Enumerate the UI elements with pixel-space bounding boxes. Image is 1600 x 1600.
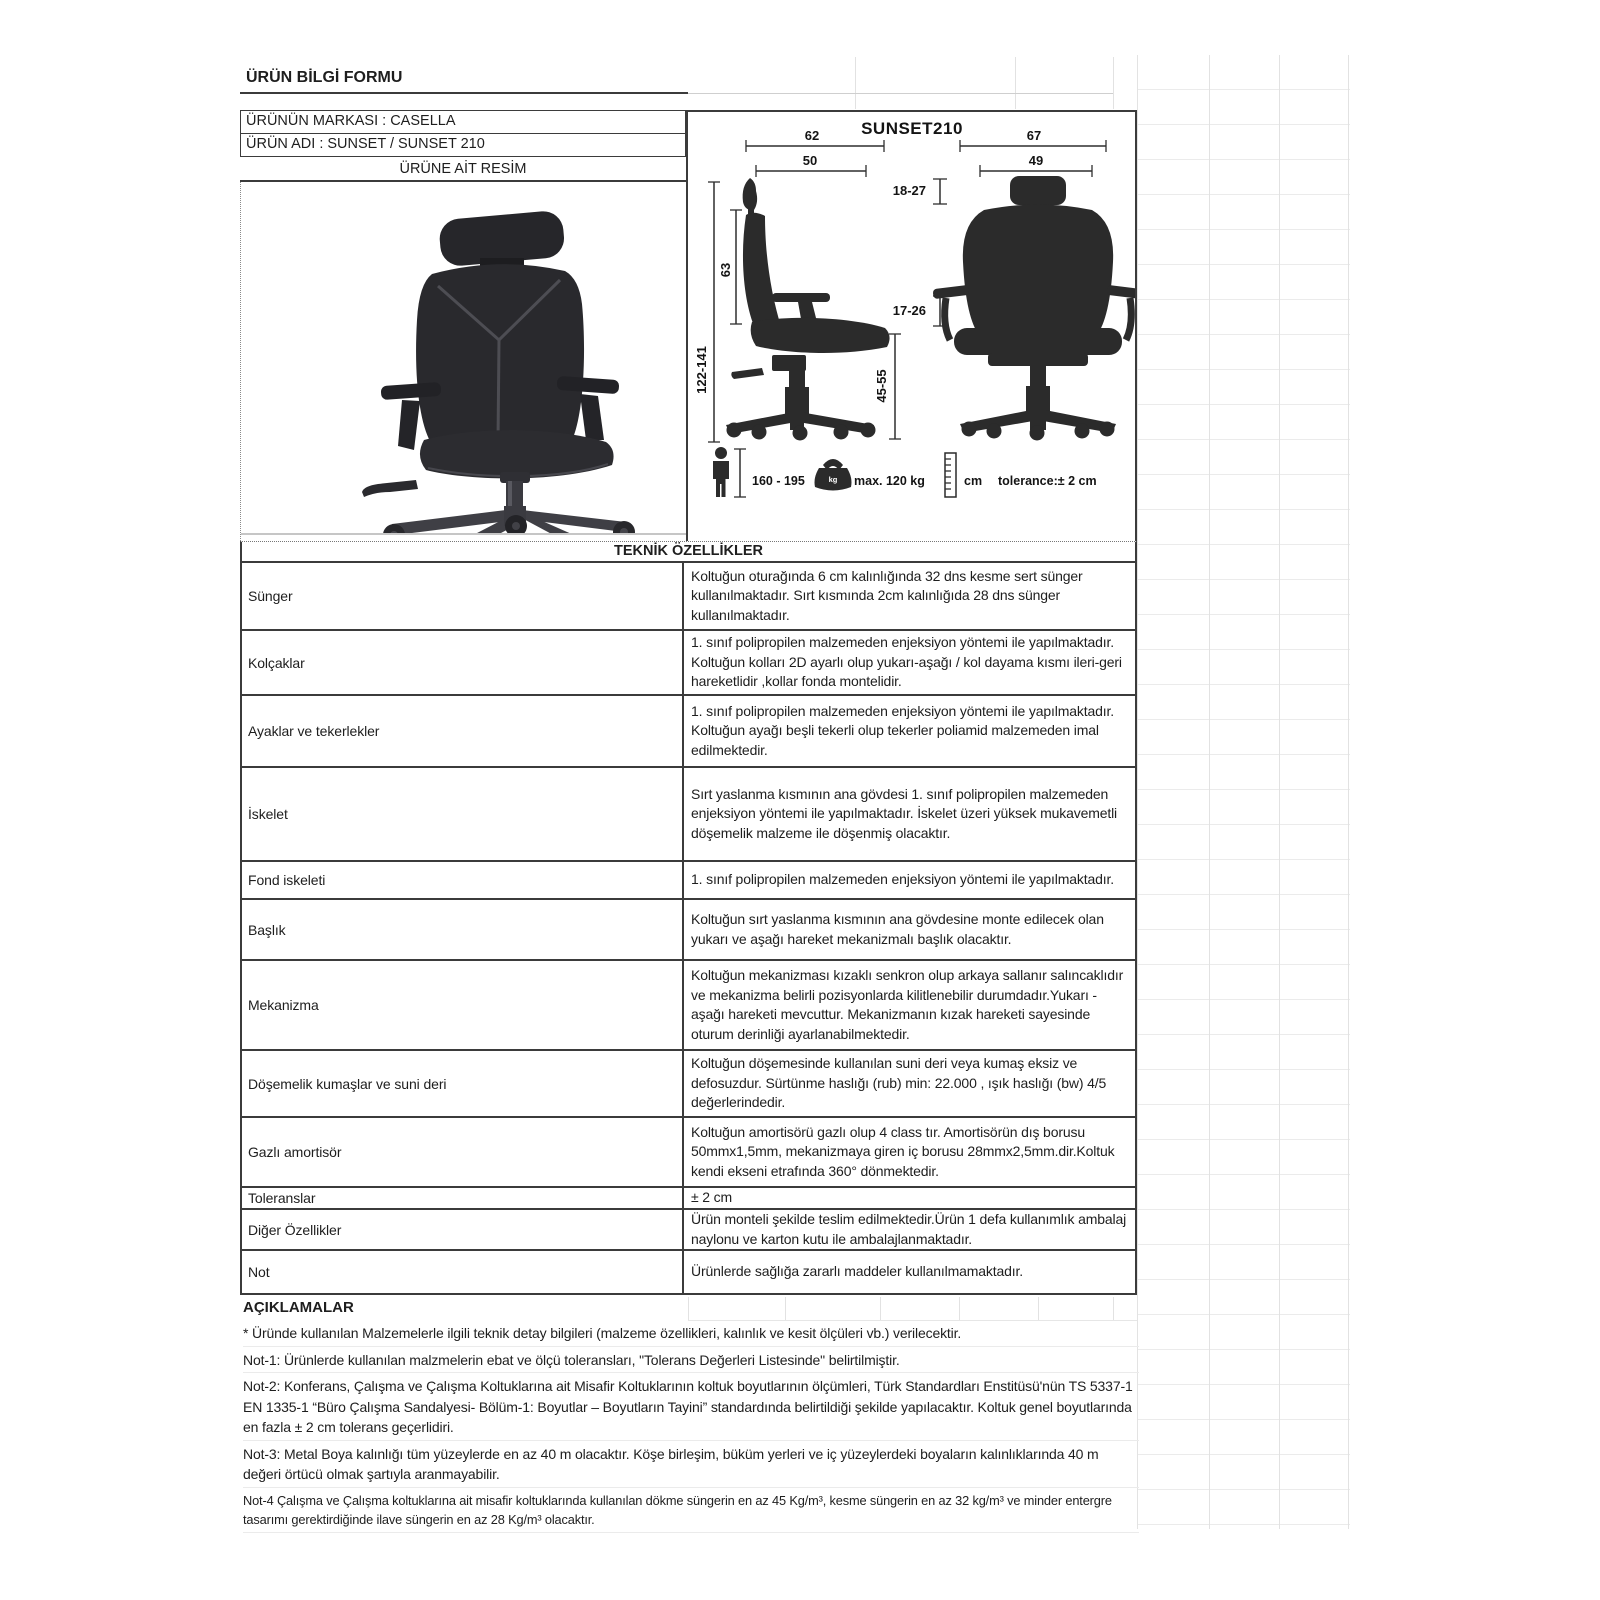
user-height-label: 160 - 195 [752, 474, 805, 488]
tolerance-label: tolerance:± 2 cm [998, 474, 1097, 488]
dimension-diagram-box [686, 110, 1137, 541]
notes-title: AÇIKLAMALAR [243, 1299, 354, 1316]
image-caption: ÜRÜNE AİT RESİM [240, 157, 686, 182]
note-item: Not-3: Metal Boya kalınlığı tüm yüzeylerde en az 40 m olacaktır. Köşe birleşim, büküm yerleri ve iç yüzeylerdeki boyaların kalınlıklarında 40 m değeri örtücü olmak şartıyla aranmayabilir. [243, 1441, 1139, 1488]
table-row [242, 563, 1135, 631]
spec-value: Koltuğun mekanizması kızaklı senkron olup arkaya sallanır salıncaklıdır ve mekanizma belirli pozisyonlarda kilitlenebilir durumdadır.Yukarı - aşağı hareketi mevcuttur. Mekanizmanın kızak hareketi sayesinde oturum derinliği ayarlanabilmektedir. [691, 967, 1124, 1042]
dim-49: 49 [1028, 153, 1044, 168]
spec-label: Başlık [242, 900, 684, 959]
spec-label: Mekanizma [242, 961, 684, 1049]
grid-line [855, 57, 856, 109]
dim-63: 63 [718, 262, 733, 278]
photo-chair [362, 210, 635, 533]
spec-table [240, 541, 1137, 1295]
table-row [242, 631, 1135, 696]
spec-label: Döşemelik kumaşlar ve suni deri [242, 1051, 684, 1116]
spreadsheet-grid [1137, 55, 1350, 1529]
chair-front-view [933, 176, 1135, 441]
spec-value: Ürün monteli şekilde teslim edilmektedir.Ürün 1 defa kullanımlık ambalaj naylonu ve karton kutu ile ambalajlanmaktadır. [691, 1211, 1127, 1247]
grid-line [1348, 55, 1349, 1529]
grid-line [1113, 57, 1114, 109]
grid-line [785, 1297, 786, 1320]
notes-list [243, 1320, 1139, 1533]
dim-18-27: 18-27 [892, 183, 926, 198]
dim-45-55: 45-55 [874, 369, 889, 403]
table-row [242, 1251, 1135, 1293]
grid-line [880, 1297, 881, 1320]
table-row [242, 1210, 1135, 1251]
table-row [242, 696, 1135, 768]
spec-label: İskelet [242, 768, 684, 860]
spec-value: Koltuğun oturağında 6 cm kalınlığında 32 dns kesme sert sünger kullanılmaktadır. Sırt kısmında 2cm kalınlığıda 28 dns sünger kullanılmaktadır. [691, 567, 1083, 623]
spec-value: 1. sınıf polipropilen malzemeden enjeksiyon yöntemi ile yapılmaktadır. Koltuğun ayağı beşli tekerli olup tekerler poliamid malzemeden imal edilmektedir. [691, 702, 1114, 758]
dim-67: 67 [1026, 128, 1042, 143]
grid-line [1113, 1297, 1114, 1320]
spec-value: Koltuğun sırt yaslanma kısmının ana gövdesine monte edilecek olan yukarı ve aşağı hareket mekanizmalı başlık olacaktır. [691, 911, 1104, 947]
table-row [242, 862, 1135, 900]
table-row [242, 1188, 1135, 1210]
dimension-diagram [688, 112, 1135, 539]
max-weight-label: max. 120 kg [854, 474, 925, 488]
dim-50: 50 [802, 153, 818, 168]
max-weight-icon [815, 459, 852, 491]
product-photo [320, 188, 680, 533]
product-name-row: ÜRÜN ADI : SUNSET / SUNSET 210 [240, 133, 686, 157]
note-item: Not-2: Konferans, Çalışma ve Çalışma Koltuklarına ait Misafir Koltuklarının koltuk boyutlarının ölçümleri, Türk Standardları Enstitüsü'nün TS 5337-1 EN 1335-1 “Büro Çalışma Sandalyesi- Bölüm-1: Boyutlar – Boyutların Tayini” standardında belirtildiği şekilde yapılacaktır. Koltuk genel boyutlarında en fazla ± 2 cm tolerans geçerlidiri. [243, 1373, 1139, 1441]
spec-label: Diğer Özellikler [242, 1210, 684, 1249]
table-row [242, 1051, 1135, 1118]
unit-label: cm [964, 474, 983, 488]
page-title: ÜRÜN BİLGİ FORMU [240, 63, 688, 94]
diagram-model-title: SUNSET210 [861, 119, 963, 138]
table-row [242, 900, 1135, 961]
spec-label: Ayaklar ve tekerlekler [242, 696, 684, 766]
ruler-icon [945, 453, 956, 497]
spec-value: Koltuğun amortisörü gazlı olup 4 class tır. Amortisörün dış borusu 50mmx1,5mm, mekanizmaya giren iç borusu 28mmx2,5mm.dir.Koltuk kendi ekseni etrafında 360° dönmektedir. [691, 1123, 1115, 1179]
print-area-edge [240, 182, 241, 541]
dim-122-141: 122-141 [694, 346, 709, 394]
note-item: Not-4 Çalışma ve Çalışma koltuklarına ait misafir koltuklarında kullanılan dökme süngerin en az 45 Kg/m³, kesme süngerin en az 32 kg/m³ ve minder entergre tasarımı gerektirdiğinde ilave süngerin en az 28 Kg/m³ olacaktır. [243, 1488, 1139, 1533]
dim-17-26: 17-26 [892, 303, 926, 318]
spec-label: Gazlı amortisör [242, 1118, 684, 1186]
spec-value: 1. sınıf polipropilen malzemeden enjeksiyon yöntemi ile yapılmaktadır. Koltuğun kolları 2D ayarlı olup yukarı-aşağı / kol dayama kısmı ileri-geri hareketlidir ,kollar fonda montelidir. [691, 634, 1122, 690]
grid-line [959, 1297, 960, 1320]
spec-label: Not [242, 1251, 684, 1293]
grid-line [688, 93, 1113, 94]
grid-line [1279, 55, 1280, 1529]
table-row [242, 768, 1135, 862]
brand-row: ÜRÜNÜN MARKASI : CASELLA [240, 110, 686, 134]
spec-label: Kolçaklar [242, 631, 684, 694]
chair-side-view [726, 178, 890, 441]
note-item: Not-1: Ürünlerde kullanılan malzmelerin ebat ve ölçü toleransları, "Tolerans Değerleri Listesinde" belirtilmiştir. [243, 1347, 1139, 1374]
grid-line [688, 1297, 689, 1320]
spec-value: Koltuğun döşemesinde kullanılan suni deri veya kumaş eksiz ve defosuzdur. Sürtünme haslığı (rub) min: 22.000 , ışık haslığı (bw) 4/5 değerlerindedir. [691, 1055, 1107, 1111]
spec-value: ± 2 cm [691, 1189, 733, 1206]
spec-value: Ürünlerde sağlığa zararlı maddeler kullanılmamaktadır. [691, 1263, 1023, 1280]
grid-line [1209, 55, 1210, 1529]
spec-value: 1. sınıf polipropilen malzemeden enjeksiyon yöntemi ile yapılmaktadır. [691, 871, 1114, 888]
spec-label: Sünger [242, 563, 684, 629]
spec-table-title: TEKNİK ÖZELLİKLER [242, 542, 1135, 563]
grid-line [1038, 1297, 1039, 1320]
spec-label: Fond iskeleti [242, 862, 684, 898]
table-row [242, 961, 1135, 1051]
grid-line [1015, 57, 1016, 109]
kg-icon-label: kg [828, 475, 838, 484]
spec-value: Sırt yaslanma kısmının ana gövdesi 1. sınıf polipropilen malzemeden enjeksiyon yöntemi ile yapılmaktadır. İskelet üzeri yüksek mukavemetli döşemelik malzeme ile döşenmiş olacaktır. [691, 785, 1118, 841]
table-row [242, 1118, 1135, 1188]
dim-62: 62 [804, 128, 820, 143]
spec-label: Toleranslar [242, 1188, 684, 1208]
person-icon [713, 447, 729, 497]
note-item: * Üründe kullanılan Malzemelerle ilgili teknik detay bilgileri (malzeme özellikleri, kalınlık ve kesit ölçüleri vb.) verilecektir. [243, 1320, 1139, 1347]
